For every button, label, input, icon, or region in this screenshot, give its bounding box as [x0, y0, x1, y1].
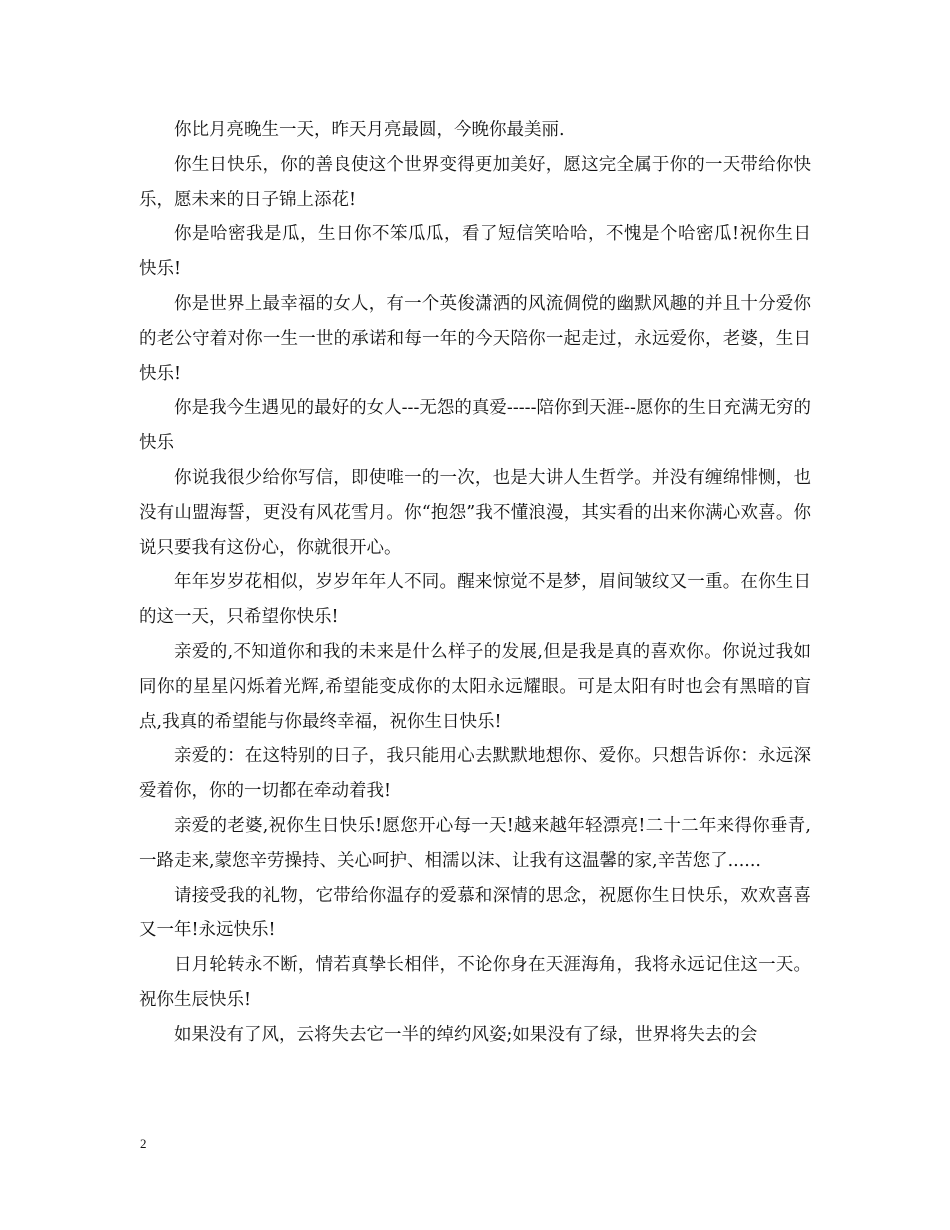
paragraph: 如果没有了风，云将失去它一半的绰约风姿;如果没有了绿，世界将失去的会 [174, 1024, 758, 1045]
paragraph: 亲爱的老婆,祝你生日快乐!愿您开心每一天!越来越年轻漂亮!二十二年来得你垂青,一路走来,蒙您辛劳操持、关心呵护、相濡以沫、让我有这温馨的家,辛苦您了...... [139, 815, 811, 871]
paragraph: 日月轮转永不断，情若真挚长相伴，不论你身在天涯海角，我将永远记住这一天。祝你生辰快乐! [139, 955, 811, 1010]
paragraph: 请接受我的礼物，它带给你温存的爱慕和深情的思念，祝愿你生日快乐，欢欢喜喜又一年!永远快乐! [139, 885, 811, 941]
paragraph: 你说我很少给你写信，即使唯一的一次，也是大讲人生哲学。并没有缠绵悱恻，也没有山盟海誓，更没有风花雪月。你“抱怨”我不懂浪漫，其实看的出来你满心欢喜。你说只要我有这份心，你就很开心。 [139, 467, 811, 558]
document-body [139, 113, 811, 1053]
paragraph: 你是世界上最幸福的女人，有一个英俊潇洒的风流倜傥的幽默风趣的并且十分爱你的老公守着对你一生一世的承诺和每一年的今天陪你一起走过，永远爱你，老婆，生日快乐! [139, 293, 811, 384]
paragraph: 你是哈密我是瓜，生日你不笨瓜瓜，看了短信笑哈哈，不愧是个哈密瓜!祝你生日快乐! [139, 224, 811, 280]
page-number: 2 [140, 1136, 147, 1151]
paragraph: 年年岁岁花相似，岁岁年年人不同。醒来惊觉不是梦，眉间皱纹又一重。在你生日的这一天，只希望你快乐! [139, 572, 811, 628]
paragraph: 你比月亮晚生一天，昨天月亮最圆，今晚你最美丽. [174, 120, 565, 140]
paragraph: 你是我今生遇见的最好的女人---无怨的真爱-----陪你到天涯--愿你的生日充满无穷的快乐 [139, 398, 811, 454]
paragraph: 亲爱的,不知道你和我的未来是什么样子的发展,但是我是真的喜欢你。你说过我如同你的星星闪烁着光辉,希望能变成你的太阳永远耀眼。可是太阳有时也会有黑暗的盲点,我真的希望能与你最终幸福，祝你生日快乐! [139, 641, 811, 732]
paragraph: 亲爱的：在这特别的日子，我只能用心去默默地想你、爱你。只想告诉你：永远深爱着你，你的一切都在牵动着我! [139, 746, 811, 802]
paragraph: 你生日快乐，你的善良使这个世界变得更加美好，愿这完全属于你的一天带给你快乐，愿未来的日子锦上添花! [139, 154, 811, 210]
